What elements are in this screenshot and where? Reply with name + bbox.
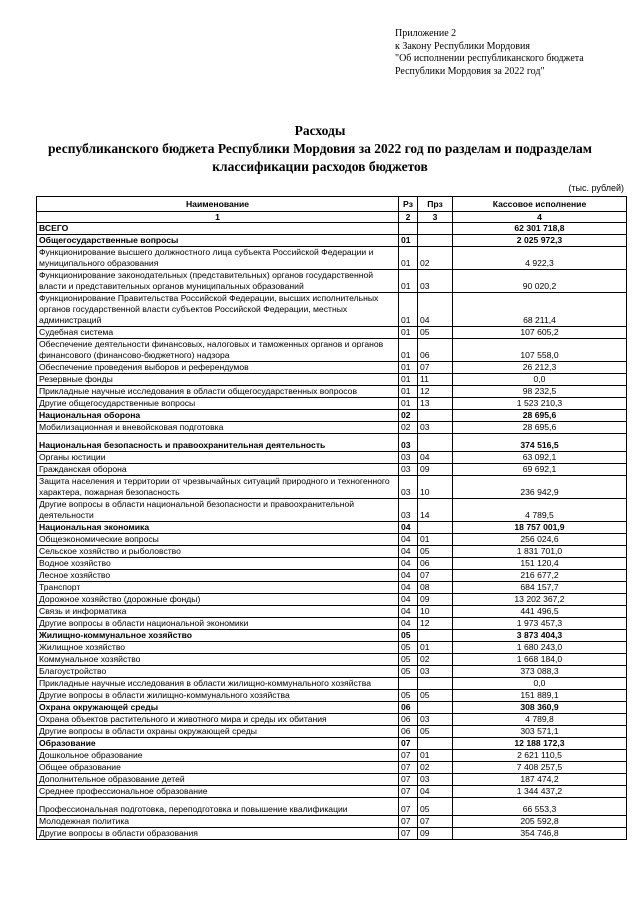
row-amount: 66 553,3 (453, 798, 627, 816)
row-rz (399, 223, 418, 235)
row-rz: 06 (399, 714, 418, 726)
row-prz: 05 (418, 798, 453, 816)
row-prz: 12 (418, 386, 453, 398)
row-rz: 07 (399, 786, 418, 798)
row-amount: 0,0 (453, 374, 627, 386)
row-rz: 03 (399, 434, 418, 452)
row-amount: 107 558,0 (453, 339, 627, 362)
appendix-line: "Об исполнении республиканского бюджета (395, 53, 584, 64)
row-name: Национальная безопасность и правоохранительная деятельность (37, 434, 399, 452)
row-prz: 14 (418, 499, 453, 522)
row-prz: 01 (418, 750, 453, 762)
row-name: ВСЕГО (37, 223, 399, 235)
row-prz (418, 630, 453, 642)
row-rz: 07 (399, 738, 418, 750)
table-row (37, 678, 627, 690)
table-row (37, 546, 627, 558)
appendix-note (395, 28, 584, 78)
table-row (37, 630, 627, 642)
row-prz: 02 (418, 762, 453, 774)
row-name: Лесное хозяйство (37, 570, 399, 582)
row-rz: 04 (399, 606, 418, 618)
row-name: Профессиональная подготовка, переподготовка и повышение квалификации (37, 798, 399, 816)
table-row (37, 828, 627, 840)
row-name: Прикладные научные исследования в области жилищно-коммунального хозяйства (37, 678, 399, 690)
row-amount: 68 211,4 (453, 293, 627, 327)
row-name: Жилищно-коммунальное хозяйство (37, 630, 399, 642)
table-row (37, 654, 627, 666)
document-title (0, 122, 640, 176)
row-amount: 354 746,8 (453, 828, 627, 840)
row-prz (418, 678, 453, 690)
table-row (37, 434, 627, 452)
row-prz: 07 (418, 816, 453, 828)
row-amount: 1 668 184,0 (453, 654, 627, 666)
table-row (37, 374, 627, 386)
column-number: 1 (37, 212, 399, 223)
table-row (37, 223, 627, 235)
table-row (37, 738, 627, 750)
table-row (37, 534, 627, 546)
row-rz: 01 (399, 327, 418, 339)
row-name: Общее образование (37, 762, 399, 774)
row-name: Национальная экономика (37, 522, 399, 534)
table-row (37, 798, 627, 816)
row-name: Охрана объектов растительного и животного мира и среды их обитания (37, 714, 399, 726)
row-prz: 10 (418, 476, 453, 499)
table-row (37, 452, 627, 464)
row-rz: 07 (399, 798, 418, 816)
row-name: Дорожное хозяйство (дорожные фонды) (37, 594, 399, 606)
row-prz (418, 223, 453, 235)
row-amount: 63 092,1 (453, 452, 627, 464)
row-amount: 0,0 (453, 678, 627, 690)
row-rz: 07 (399, 774, 418, 786)
row-amount: 205 592,8 (453, 816, 627, 828)
table-row (37, 522, 627, 534)
appendix-line: Приложение 2 (395, 28, 457, 39)
row-prz (418, 738, 453, 750)
row-prz: 03 (418, 666, 453, 678)
row-amount: 1 523 210,3 (453, 398, 627, 410)
row-amount: 7 408 257,5 (453, 762, 627, 774)
row-prz: 04 (418, 293, 453, 327)
table-row (37, 582, 627, 594)
row-prz: 09 (418, 464, 453, 476)
row-amount: 373 088,3 (453, 666, 627, 678)
row-rz: 07 (399, 762, 418, 774)
table-row (37, 786, 627, 798)
row-rz: 04 (399, 594, 418, 606)
row-prz: 13 (418, 398, 453, 410)
row-rz: 04 (399, 558, 418, 570)
row-name: Охрана окружающей среды (37, 702, 399, 714)
row-prz: 04 (418, 452, 453, 464)
table-row (37, 270, 627, 293)
title-line: республиканского бюджета Республики Мордовия за 2022 год по разделам и подразделам (48, 141, 592, 156)
row-rz: 07 (399, 750, 418, 762)
row-name: Национальная оборона (37, 410, 399, 422)
row-rz: 01 (399, 270, 418, 293)
row-amount: 151 120,4 (453, 558, 627, 570)
table-row (37, 410, 627, 422)
table-row (37, 594, 627, 606)
row-rz: 04 (399, 570, 418, 582)
appendix-line: к Закону Республики Мордовия (395, 40, 530, 52)
table-row (37, 247, 627, 270)
row-prz: 06 (418, 339, 453, 362)
row-amount: 256 024,6 (453, 534, 627, 546)
row-prz: 04 (418, 786, 453, 798)
row-prz: 03 (418, 774, 453, 786)
row-prz: 05 (418, 327, 453, 339)
table-row (37, 618, 627, 630)
row-rz: 05 (399, 642, 418, 654)
row-name: Обеспечение проведения выборов и референдумов (37, 362, 399, 374)
row-prz (418, 702, 453, 714)
row-name: Обеспечение деятельности финансовых, налоговых и таможенных органов и органов финансового (финансово-бюджетного) надзора (37, 339, 399, 362)
row-prz: 09 (418, 828, 453, 840)
row-rz: 02 (399, 410, 418, 422)
row-name: Благоустройство (37, 666, 399, 678)
row-amount: 1 344 437,2 (453, 786, 627, 798)
row-name: Образование (37, 738, 399, 750)
row-prz: 02 (418, 247, 453, 270)
row-rz: 04 (399, 546, 418, 558)
row-prz: 01 (418, 534, 453, 546)
row-name: Дошкольное образование (37, 750, 399, 762)
column-number-row (37, 212, 627, 223)
row-amount: 26 212,3 (453, 362, 627, 374)
row-rz: 04 (399, 582, 418, 594)
row-name: Молодежная политика (37, 816, 399, 828)
table-row (37, 362, 627, 374)
row-amount: 107 605,2 (453, 327, 627, 339)
row-amount: 216 677,2 (453, 570, 627, 582)
column-number: 4 (453, 212, 627, 223)
row-amount: 18 757 001,9 (453, 522, 627, 534)
row-prz: 05 (418, 690, 453, 702)
row-name: Общеэкономические вопросы (37, 534, 399, 546)
row-rz: 03 (399, 476, 418, 499)
row-amount: 90 020,2 (453, 270, 627, 293)
row-rz: 07 (399, 828, 418, 840)
header-name: Наименование (37, 197, 399, 212)
row-name: Жилищное хозяйство (37, 642, 399, 654)
row-amount: 1 680 243,0 (453, 642, 627, 654)
row-name: Функционирование Правительства Российской Федерации, высших исполнительных органов государственной власти субъектов Российской Федерации, местных администраций (37, 293, 399, 327)
header-rz: Рз (399, 197, 418, 212)
row-rz: 06 (399, 702, 418, 714)
row-rz: 01 (399, 293, 418, 327)
row-name: Мобилизационная и вневойсковая подготовка (37, 422, 399, 434)
row-amount: 12 188 172,3 (453, 738, 627, 750)
row-name: Общегосударственные вопросы (37, 235, 399, 247)
row-rz: 03 (399, 464, 418, 476)
row-rz: 01 (399, 398, 418, 410)
column-number: 3 (418, 212, 453, 223)
row-amount: 69 692,1 (453, 464, 627, 476)
table-row (37, 762, 627, 774)
row-name: Среднее профессиональное образование (37, 786, 399, 798)
row-name: Сельское хозяйство и рыболовство (37, 546, 399, 558)
row-rz: 03 (399, 452, 418, 464)
row-amount: 151 889,1 (453, 690, 627, 702)
table-row (37, 398, 627, 410)
row-amount: 236 942,9 (453, 476, 627, 499)
row-rz: 03 (399, 499, 418, 522)
row-rz: 01 (399, 362, 418, 374)
row-name: Судебная система (37, 327, 399, 339)
table-row (37, 606, 627, 618)
row-name: Функционирование законодательных (представительных) органов государственной власти и представительных органов муниципальных образований (37, 270, 399, 293)
row-amount: 2 621 110,5 (453, 750, 627, 762)
row-name: Дополнительное образование детей (37, 774, 399, 786)
row-rz: 01 (399, 247, 418, 270)
table-row (37, 235, 627, 247)
table-row (37, 422, 627, 434)
table-row (37, 750, 627, 762)
row-name: Связь и информатика (37, 606, 399, 618)
row-prz: 12 (418, 618, 453, 630)
row-rz: 04 (399, 534, 418, 546)
row-rz: 02 (399, 422, 418, 434)
row-prz: 03 (418, 422, 453, 434)
row-prz: 11 (418, 374, 453, 386)
row-amount: 4 789,5 (453, 499, 627, 522)
row-name: Защита населения и территории от чрезвычайных ситуаций природного и техногенного характера, пожарная безопасность (37, 476, 399, 499)
row-rz: 05 (399, 630, 418, 642)
row-prz: 07 (418, 362, 453, 374)
table-row (37, 464, 627, 476)
row-amount: 1 973 457,3 (453, 618, 627, 630)
row-amount: 308 360,9 (453, 702, 627, 714)
row-name: Другие вопросы в области охраны окружающей среды (37, 726, 399, 738)
row-name: Другие вопросы в области жилищно-коммунального хозяйства (37, 690, 399, 702)
row-amount: 28 695,6 (453, 422, 627, 434)
row-prz: 06 (418, 558, 453, 570)
row-amount: 3 873 404,3 (453, 630, 627, 642)
row-prz: 07 (418, 570, 453, 582)
row-name: Функционирование высшего должностного лица субъекта Российской Федерации и муниципального образования (37, 247, 399, 270)
table-row (37, 499, 627, 522)
row-prz (418, 410, 453, 422)
appendix-line: Республики Мордовия за 2022 год" (395, 65, 545, 77)
row-amount: 13 202 367,2 (453, 594, 627, 606)
units-label: (тыс. рублей) (568, 183, 624, 193)
table-row (37, 774, 627, 786)
row-amount: 28 695,6 (453, 410, 627, 422)
row-amount: 374 516,5 (453, 434, 627, 452)
row-rz: 05 (399, 654, 418, 666)
row-prz (418, 434, 453, 452)
header-prz: Прз (418, 197, 453, 212)
row-prz (418, 235, 453, 247)
row-amount: 1 831 701,0 (453, 546, 627, 558)
row-prz: 03 (418, 270, 453, 293)
row-rz: 01 (399, 235, 418, 247)
header-amount: Кассовое исполнение (453, 197, 627, 212)
row-name: Гражданская оборона (37, 464, 399, 476)
row-name: Транспорт (37, 582, 399, 594)
row-name: Другие вопросы в области национальной экономики (37, 618, 399, 630)
title-line: классификации расходов бюджетов (212, 159, 428, 174)
row-rz: 04 (399, 522, 418, 534)
table-row (37, 642, 627, 654)
row-name: Резервные фонды (37, 374, 399, 386)
row-name: Коммунальное хозяйство (37, 654, 399, 666)
row-prz: 05 (418, 726, 453, 738)
table-row (37, 339, 627, 362)
table-row (37, 816, 627, 828)
expenditure-table (36, 196, 627, 840)
row-amount: 62 301 718,8 (453, 223, 627, 235)
row-prz: 02 (418, 654, 453, 666)
header-row (37, 197, 627, 212)
row-rz: 07 (399, 816, 418, 828)
table-row (37, 714, 627, 726)
row-prz (418, 522, 453, 534)
row-name: Другие общегосударственные вопросы (37, 398, 399, 410)
row-amount: 684 157,7 (453, 582, 627, 594)
row-amount: 4 922,3 (453, 247, 627, 270)
table-row (37, 690, 627, 702)
table-row (37, 476, 627, 499)
row-amount: 2 025 972,3 (453, 235, 627, 247)
row-amount: 303 571,1 (453, 726, 627, 738)
table-row (37, 558, 627, 570)
row-amount: 4 789,8 (453, 714, 627, 726)
row-rz (399, 678, 418, 690)
row-rz: 04 (399, 618, 418, 630)
table-row (37, 386, 627, 398)
table-row (37, 726, 627, 738)
row-rz: 01 (399, 374, 418, 386)
row-rz: 05 (399, 690, 418, 702)
title-line: Расходы (294, 123, 346, 138)
row-prz: 03 (418, 714, 453, 726)
column-number: 2 (399, 212, 418, 223)
row-rz: 01 (399, 386, 418, 398)
row-amount: 441 496,5 (453, 606, 627, 618)
row-prz: 08 (418, 582, 453, 594)
row-amount: 98 232,5 (453, 386, 627, 398)
table-row (37, 666, 627, 678)
table-row (37, 293, 627, 327)
table-row (37, 570, 627, 582)
row-prz: 01 (418, 642, 453, 654)
row-rz: 01 (399, 339, 418, 362)
row-prz: 05 (418, 546, 453, 558)
table-row (37, 327, 627, 339)
row-name: Водное хозяйство (37, 558, 399, 570)
row-name: Прикладные научные исследования в области общегосударственных вопросов (37, 386, 399, 398)
row-rz: 06 (399, 726, 418, 738)
row-amount: 187 474,2 (453, 774, 627, 786)
row-prz: 09 (418, 594, 453, 606)
row-rz: 05 (399, 666, 418, 678)
row-prz: 10 (418, 606, 453, 618)
table-row (37, 702, 627, 714)
row-name: Другие вопросы в области образования (37, 828, 399, 840)
row-name: Другие вопросы в области национальной безопасности и правоохранительной деятельности (37, 499, 399, 522)
row-name: Органы юстиции (37, 452, 399, 464)
